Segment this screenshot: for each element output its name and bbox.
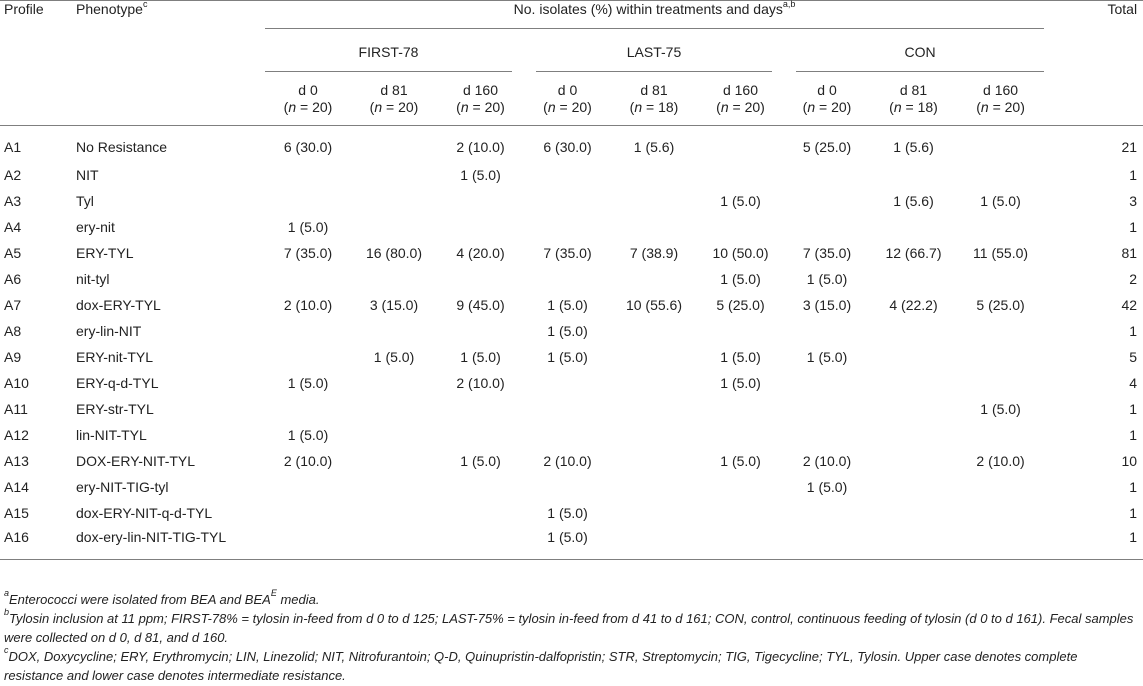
count-cell	[524, 474, 611, 500]
group-last-75	[524, 35, 784, 73]
count-cell	[697, 318, 784, 344]
count-cell	[957, 370, 1044, 396]
sample-size	[870, 99, 957, 116]
count-cell: 1 (5.0)	[980, 400, 1021, 417]
count-cell	[870, 526, 957, 560]
sample-size-n: n	[807, 99, 816, 115]
count-cell	[697, 396, 784, 422]
total-cell: 1	[1129, 426, 1138, 443]
sample-size-value: = 20)	[472, 99, 505, 115]
count-cell: 1 (5.6)	[893, 192, 934, 209]
count-cell: 1 (5.0)	[460, 452, 501, 469]
sample-size	[697, 99, 784, 116]
profile-cell: A12	[4, 426, 29, 443]
count-cell: 5 (25.0)	[716, 296, 765, 313]
count-cell	[351, 266, 437, 292]
count-cell: 1 (5.0)	[806, 348, 848, 365]
sample-size-open: (	[629, 99, 635, 115]
profile-cell: A4	[4, 218, 22, 235]
count-cell	[265, 188, 351, 214]
profile-cell: A3	[4, 192, 22, 209]
span-title-label: No. isolates (%) within treatments and days	[513, 1, 783, 17]
count-cell	[784, 422, 870, 448]
phenotype-cell: Tyl	[76, 192, 94, 209]
count-cell	[351, 370, 437, 396]
count-cell	[784, 526, 870, 560]
count-cell	[265, 396, 351, 422]
total-cell: 1	[1129, 400, 1138, 417]
phenotype-cell: ERY-str-TYL	[76, 400, 154, 417]
phenotype-header	[76, 1, 265, 36]
profile-cell: A15	[4, 504, 29, 521]
count-cell	[697, 214, 784, 240]
count-cell	[351, 396, 437, 422]
count-cell: 2 (10.0)	[283, 452, 333, 469]
count-cell	[870, 214, 957, 240]
blank-cell	[1044, 35, 1143, 73]
count-cell	[437, 500, 524, 526]
total-cell: 2	[1129, 270, 1138, 287]
count-cell: 4 (22.2)	[889, 296, 938, 313]
sample-size-open: (	[889, 99, 894, 115]
count-cell	[265, 318, 351, 344]
footnote-a-text: Enterococci were isolated from BEA and BEA	[9, 592, 271, 607]
count-cell	[784, 162, 870, 188]
sample-size-value: = 20)	[992, 99, 1025, 115]
table-body	[0, 126, 1143, 560]
table-row	[0, 396, 1143, 422]
table-row	[0, 448, 1143, 474]
phenotype-footnote-mark: c	[142, 0, 148, 9]
sample-size-open: (	[716, 99, 721, 115]
count-cell	[437, 266, 524, 292]
count-cell	[784, 318, 870, 344]
count-cell	[265, 162, 351, 188]
count-cell: 1 (5.6)	[893, 138, 934, 155]
count-cell	[784, 396, 870, 422]
profile-cell: A6	[4, 270, 22, 287]
count-cell	[524, 266, 611, 292]
count-cell	[437, 188, 524, 214]
phenotype-cell: ERY-q-d-TYL	[76, 374, 159, 391]
total-cell: 3	[1129, 192, 1138, 209]
span-title-footnote-mark: a,b	[782, 0, 796, 9]
count-cell	[437, 318, 524, 344]
day-label: d 0	[298, 82, 318, 98]
day-label: d 0	[817, 82, 837, 98]
count-cell: 1 (5.0)	[806, 478, 848, 495]
count-cell	[697, 474, 784, 500]
count-cell	[697, 162, 784, 188]
count-cell	[611, 500, 697, 526]
count-cell	[351, 318, 437, 344]
count-cell	[351, 474, 437, 500]
phenotype-header-label: Phenotype	[76, 1, 143, 17]
count-cell: 7 (35.0)	[802, 244, 852, 261]
count-cell	[611, 422, 697, 448]
day-label: d 81	[899, 82, 928, 98]
profile-cell: A8	[4, 322, 22, 339]
count-cell: 1 (5.0)	[720, 348, 761, 365]
count-cell: 1 (5.0)	[547, 504, 588, 521]
total-cell: 5	[1129, 348, 1138, 365]
count-cell: 6 (30.0)	[283, 138, 333, 155]
count-cell: 11 (55.0)	[973, 244, 1029, 261]
profile-cell: A11	[4, 400, 28, 417]
count-cell	[870, 448, 957, 474]
total-cell: 1	[1129, 504, 1138, 521]
sample-size	[524, 99, 611, 116]
count-cell	[265, 474, 351, 500]
footnote-b	[4, 609, 1140, 647]
sample-size-value: = 18)	[646, 99, 679, 115]
sample-size-n: n	[547, 99, 556, 115]
count-cell	[351, 126, 437, 163]
count-cell: 1 (5.0)	[287, 218, 329, 235]
sample-size	[784, 99, 870, 116]
count-cell: 7 (35.0)	[543, 244, 592, 261]
count-cell: 1 (5.0)	[460, 348, 501, 365]
count-cell	[351, 162, 437, 188]
sample-size-open: (	[543, 99, 548, 115]
total-cell: 1	[1129, 322, 1138, 339]
day-header	[524, 73, 611, 126]
count-cell	[870, 474, 957, 500]
blank-cell	[0, 35, 76, 73]
count-cell	[437, 422, 524, 448]
table-row	[0, 188, 1143, 214]
group-first-78	[265, 35, 524, 73]
count-cell	[784, 188, 870, 214]
group-last-75-label: LAST-75	[536, 36, 772, 72]
sample-size-open: (	[456, 99, 461, 115]
count-cell: 1 (5.6)	[633, 138, 675, 155]
count-cell	[611, 162, 697, 188]
count-cell: 10 (50.0)	[712, 244, 769, 261]
day-header	[265, 73, 351, 126]
count-cell	[265, 500, 351, 526]
count-cell: 1 (5.0)	[287, 426, 329, 443]
total-cell: 10	[1121, 452, 1138, 469]
count-cell	[265, 526, 351, 560]
profile-cell: A2	[4, 166, 22, 183]
phenotype-cell: ERY-TYL	[76, 244, 134, 261]
count-cell	[957, 344, 1044, 370]
count-cell	[437, 396, 524, 422]
footnote-b-mark: b	[4, 607, 10, 617]
count-cell: 1 (5.0)	[980, 192, 1021, 209]
group-con	[784, 35, 1044, 73]
sample-size-value: = 20)	[300, 99, 333, 115]
count-cell: 1 (5.0)	[547, 322, 588, 339]
sample-size-n: n	[980, 99, 989, 115]
blank-cell	[76, 73, 265, 126]
phenotype-cell: lin-NIT-TYL	[76, 426, 147, 443]
count-cell: 1 (5.0)	[373, 348, 415, 365]
count-cell	[611, 188, 697, 214]
count-cell	[870, 370, 957, 396]
count-cell: 9 (45.0)	[456, 296, 505, 313]
day-header	[351, 73, 437, 126]
table-row	[0, 474, 1143, 500]
count-cell	[957, 526, 1044, 560]
count-cell	[784, 214, 870, 240]
total-cell: 1	[1129, 218, 1138, 235]
count-cell	[524, 214, 611, 240]
day-header	[697, 73, 784, 126]
table-row	[0, 126, 1143, 163]
sample-size-n: n	[720, 99, 729, 115]
sample-size-open: (	[369, 99, 375, 115]
count-cell: 10 (55.6)	[625, 296, 683, 313]
count-cell: 5 (25.0)	[976, 296, 1025, 313]
phenotype-cell: NIT	[76, 166, 99, 183]
phenotype-cell: dox-ERY-TYL	[76, 296, 161, 313]
phenotype-cell: ery-nit	[76, 218, 115, 235]
footnote-b-text: Tylosin inclusion at 11 ppm; FIRST-78% = tylosin in-feed from d 0 to d 125; LAST-75% = tylosin in-feed from d 41 to d 161; CON, control, continuous feeding of tylosin (d 0 to d 161). Fecal samples were collected on d 0, d 81, and d 160.	[4, 611, 1134, 645]
footnote-a-text-end: media.	[276, 592, 320, 607]
total-cell: 1	[1129, 478, 1138, 495]
profile-cell: A16	[0, 526, 76, 560]
total-cell: 1	[1044, 526, 1143, 560]
sample-size-value: = 18)	[905, 99, 938, 115]
count-cell: 1 (5.0)	[524, 526, 611, 560]
count-cell: 2 (10.0)	[543, 452, 592, 469]
count-cell	[437, 526, 524, 560]
count-cell	[524, 396, 611, 422]
sample-size-n: n	[893, 99, 902, 115]
profile-header: Profile	[0, 1, 76, 36]
count-cell: 2 (10.0)	[283, 296, 333, 313]
count-cell	[957, 318, 1044, 344]
count-cell	[265, 266, 351, 292]
count-cell	[351, 214, 437, 240]
phenotype-cell: No Resistance	[76, 138, 168, 155]
day-header	[870, 73, 957, 126]
count-cell	[870, 162, 957, 188]
table-row	[0, 500, 1143, 526]
day-header	[611, 73, 697, 126]
phenotype-cell: nit-tyl	[76, 270, 110, 287]
total-cell: 4	[1129, 374, 1138, 391]
count-cell	[611, 448, 697, 474]
profile-cell: A1	[4, 138, 22, 155]
count-cell: 1 (5.0)	[720, 192, 761, 209]
blank-cell	[0, 73, 76, 126]
count-cell: 2 (10.0)	[976, 452, 1025, 469]
count-cell	[870, 266, 957, 292]
count-cell: 1 (5.0)	[460, 166, 501, 183]
phenotype-cell: ery-lin-NIT	[76, 322, 142, 339]
table-row	[0, 292, 1143, 318]
count-cell	[351, 448, 437, 474]
count-cell	[351, 500, 437, 526]
count-cell	[697, 422, 784, 448]
profile-cell: A7	[4, 296, 22, 313]
count-cell	[784, 370, 870, 396]
total-cell: 81	[1121, 244, 1138, 261]
count-cell	[351, 422, 437, 448]
count-cell	[351, 526, 437, 560]
sample-size-open: (	[802, 99, 808, 115]
table-row	[0, 422, 1143, 448]
day-label: d 160	[983, 82, 1019, 98]
footnote-c-text: DOX, Doxycycline; ERY, Erythromycin; LIN, Linezolid; NIT, Nitrofurantoin; Q-D, Quinupristin-dalfopristin; STR, Streptomycin; TIG, Tigecycline; TYL, Tylosin. Upper case denotes complete resistance and lower case denotes intermediate resistance.	[4, 649, 1078, 683]
phenotype-cell: dox-ERY-NIT-q-d-TYL	[76, 504, 213, 521]
table-footnotes	[4, 590, 1140, 685]
day-header	[784, 73, 870, 126]
count-cell	[957, 474, 1044, 500]
count-cell	[611, 396, 697, 422]
profile-cell: A5	[4, 244, 22, 261]
day-label: d 160	[722, 82, 759, 98]
count-cell	[870, 500, 957, 526]
count-cell: 1 (5.0)	[720, 452, 761, 469]
count-cell	[611, 474, 697, 500]
count-cell: 16 (80.0)	[365, 244, 423, 261]
span-title	[265, 1, 1044, 36]
count-cell: 3 (15.0)	[369, 296, 419, 313]
profile-cell: A13	[4, 452, 29, 469]
sample-size-open: (	[976, 99, 981, 115]
count-cell	[611, 370, 697, 396]
table-row	[0, 526, 1143, 560]
sample-size	[437, 99, 524, 116]
footnote-a-sup: E	[270, 588, 277, 598]
count-cell	[870, 422, 957, 448]
day-label: d 81	[640, 82, 668, 98]
total-cell: 42	[1121, 296, 1138, 313]
count-cell	[524, 370, 611, 396]
day-label: d 160	[462, 82, 499, 98]
count-cell	[957, 266, 1044, 292]
count-cell: 5 (25.0)	[802, 138, 852, 155]
table-row	[0, 344, 1143, 370]
count-cell: 1 (5.0)	[547, 296, 588, 313]
day-label: d 0	[557, 82, 578, 98]
footnote-c-mark: c	[4, 645, 9, 655]
count-cell	[611, 526, 697, 560]
count-cell: 2 (10.0)	[456, 138, 505, 155]
count-cell: 1 (5.0)	[720, 374, 761, 391]
count-cell	[870, 396, 957, 422]
count-cell: 7 (35.0)	[283, 244, 333, 261]
total-header: Total	[1044, 1, 1143, 36]
total-cell: 21	[1121, 138, 1138, 155]
sample-size	[611, 99, 697, 116]
count-cell: 2 (10.0)	[802, 452, 852, 469]
profile-cell: A9	[4, 348, 22, 365]
phenotype-cell: ERY-nit-TYL	[76, 348, 154, 365]
table-row	[0, 318, 1143, 344]
profile-cell: A10	[4, 374, 29, 391]
count-cell: 2 (10.0)	[456, 374, 505, 391]
day-header	[957, 73, 1044, 126]
count-cell	[265, 344, 351, 370]
table-row	[0, 214, 1143, 240]
count-cell	[351, 188, 437, 214]
sample-size	[957, 99, 1044, 116]
footnote-a-mark: a	[4, 588, 10, 598]
table-row	[0, 266, 1143, 292]
phenotype-cell: dox-ery-lin-NIT-TIG-TYL	[76, 526, 265, 560]
count-cell: 3 (15.0)	[802, 296, 852, 313]
count-cell	[524, 422, 611, 448]
table-row	[0, 240, 1143, 266]
count-cell	[697, 126, 784, 163]
count-cell: 4 (20.0)	[456, 244, 505, 261]
count-cell	[957, 500, 1044, 526]
day-label: d 81	[380, 82, 408, 98]
table-row	[0, 162, 1143, 188]
sample-size-value: = 20)	[559, 99, 592, 115]
count-cell: 7 (38.9)	[629, 244, 679, 261]
sample-size-n: n	[374, 99, 383, 115]
count-cell	[611, 344, 697, 370]
count-cell	[784, 500, 870, 526]
count-cell: 1 (5.0)	[720, 270, 761, 287]
footnote-a	[4, 590, 1140, 609]
table-row	[0, 370, 1143, 396]
count-cell	[957, 422, 1044, 448]
group-first-78-label: FIRST-78	[265, 36, 512, 72]
count-cell	[697, 526, 784, 560]
count-cell	[437, 214, 524, 240]
sample-size-n: n	[634, 99, 643, 115]
footnote-c	[4, 647, 1140, 685]
profile-cell: A14	[4, 478, 29, 495]
count-cell	[957, 162, 1044, 188]
sample-size-n: n	[288, 99, 297, 115]
phenotype-cell: DOX-ERY-NIT-TYL	[76, 452, 196, 469]
count-cell: 1 (5.0)	[287, 374, 329, 391]
count-cell	[437, 474, 524, 500]
blank-cell	[1044, 73, 1143, 126]
count-cell	[611, 266, 697, 292]
sample-size	[265, 99, 351, 116]
count-cell	[611, 214, 697, 240]
day-header	[437, 73, 524, 126]
blank-cell	[76, 35, 265, 73]
count-cell: 6 (30.0)	[543, 138, 592, 155]
count-cell	[957, 214, 1044, 240]
count-cell: 1 (5.0)	[547, 348, 588, 365]
sample-size-value: = 20)	[386, 99, 419, 115]
sample-size-open: (	[283, 99, 289, 115]
count-cell: 1 (5.0)	[806, 270, 848, 287]
count-cell	[611, 318, 697, 344]
count-cell	[870, 344, 957, 370]
count-cell	[524, 188, 611, 214]
phenotype-cell: ery-NIT-TIG-tyl	[76, 478, 169, 495]
count-cell	[870, 318, 957, 344]
sample-size-value: = 20)	[819, 99, 852, 115]
sample-size-n: n	[460, 99, 469, 115]
total-cell: 1	[1129, 166, 1138, 183]
sample-size-value: = 20)	[732, 99, 765, 115]
table-header	[0, 1, 1143, 126]
sample-size	[351, 99, 437, 116]
group-con-label: CON	[796, 36, 1044, 72]
count-cell	[524, 162, 611, 188]
count-cell	[697, 500, 784, 526]
count-cell: 12 (66.7)	[885, 244, 942, 261]
count-cell	[957, 126, 1044, 163]
